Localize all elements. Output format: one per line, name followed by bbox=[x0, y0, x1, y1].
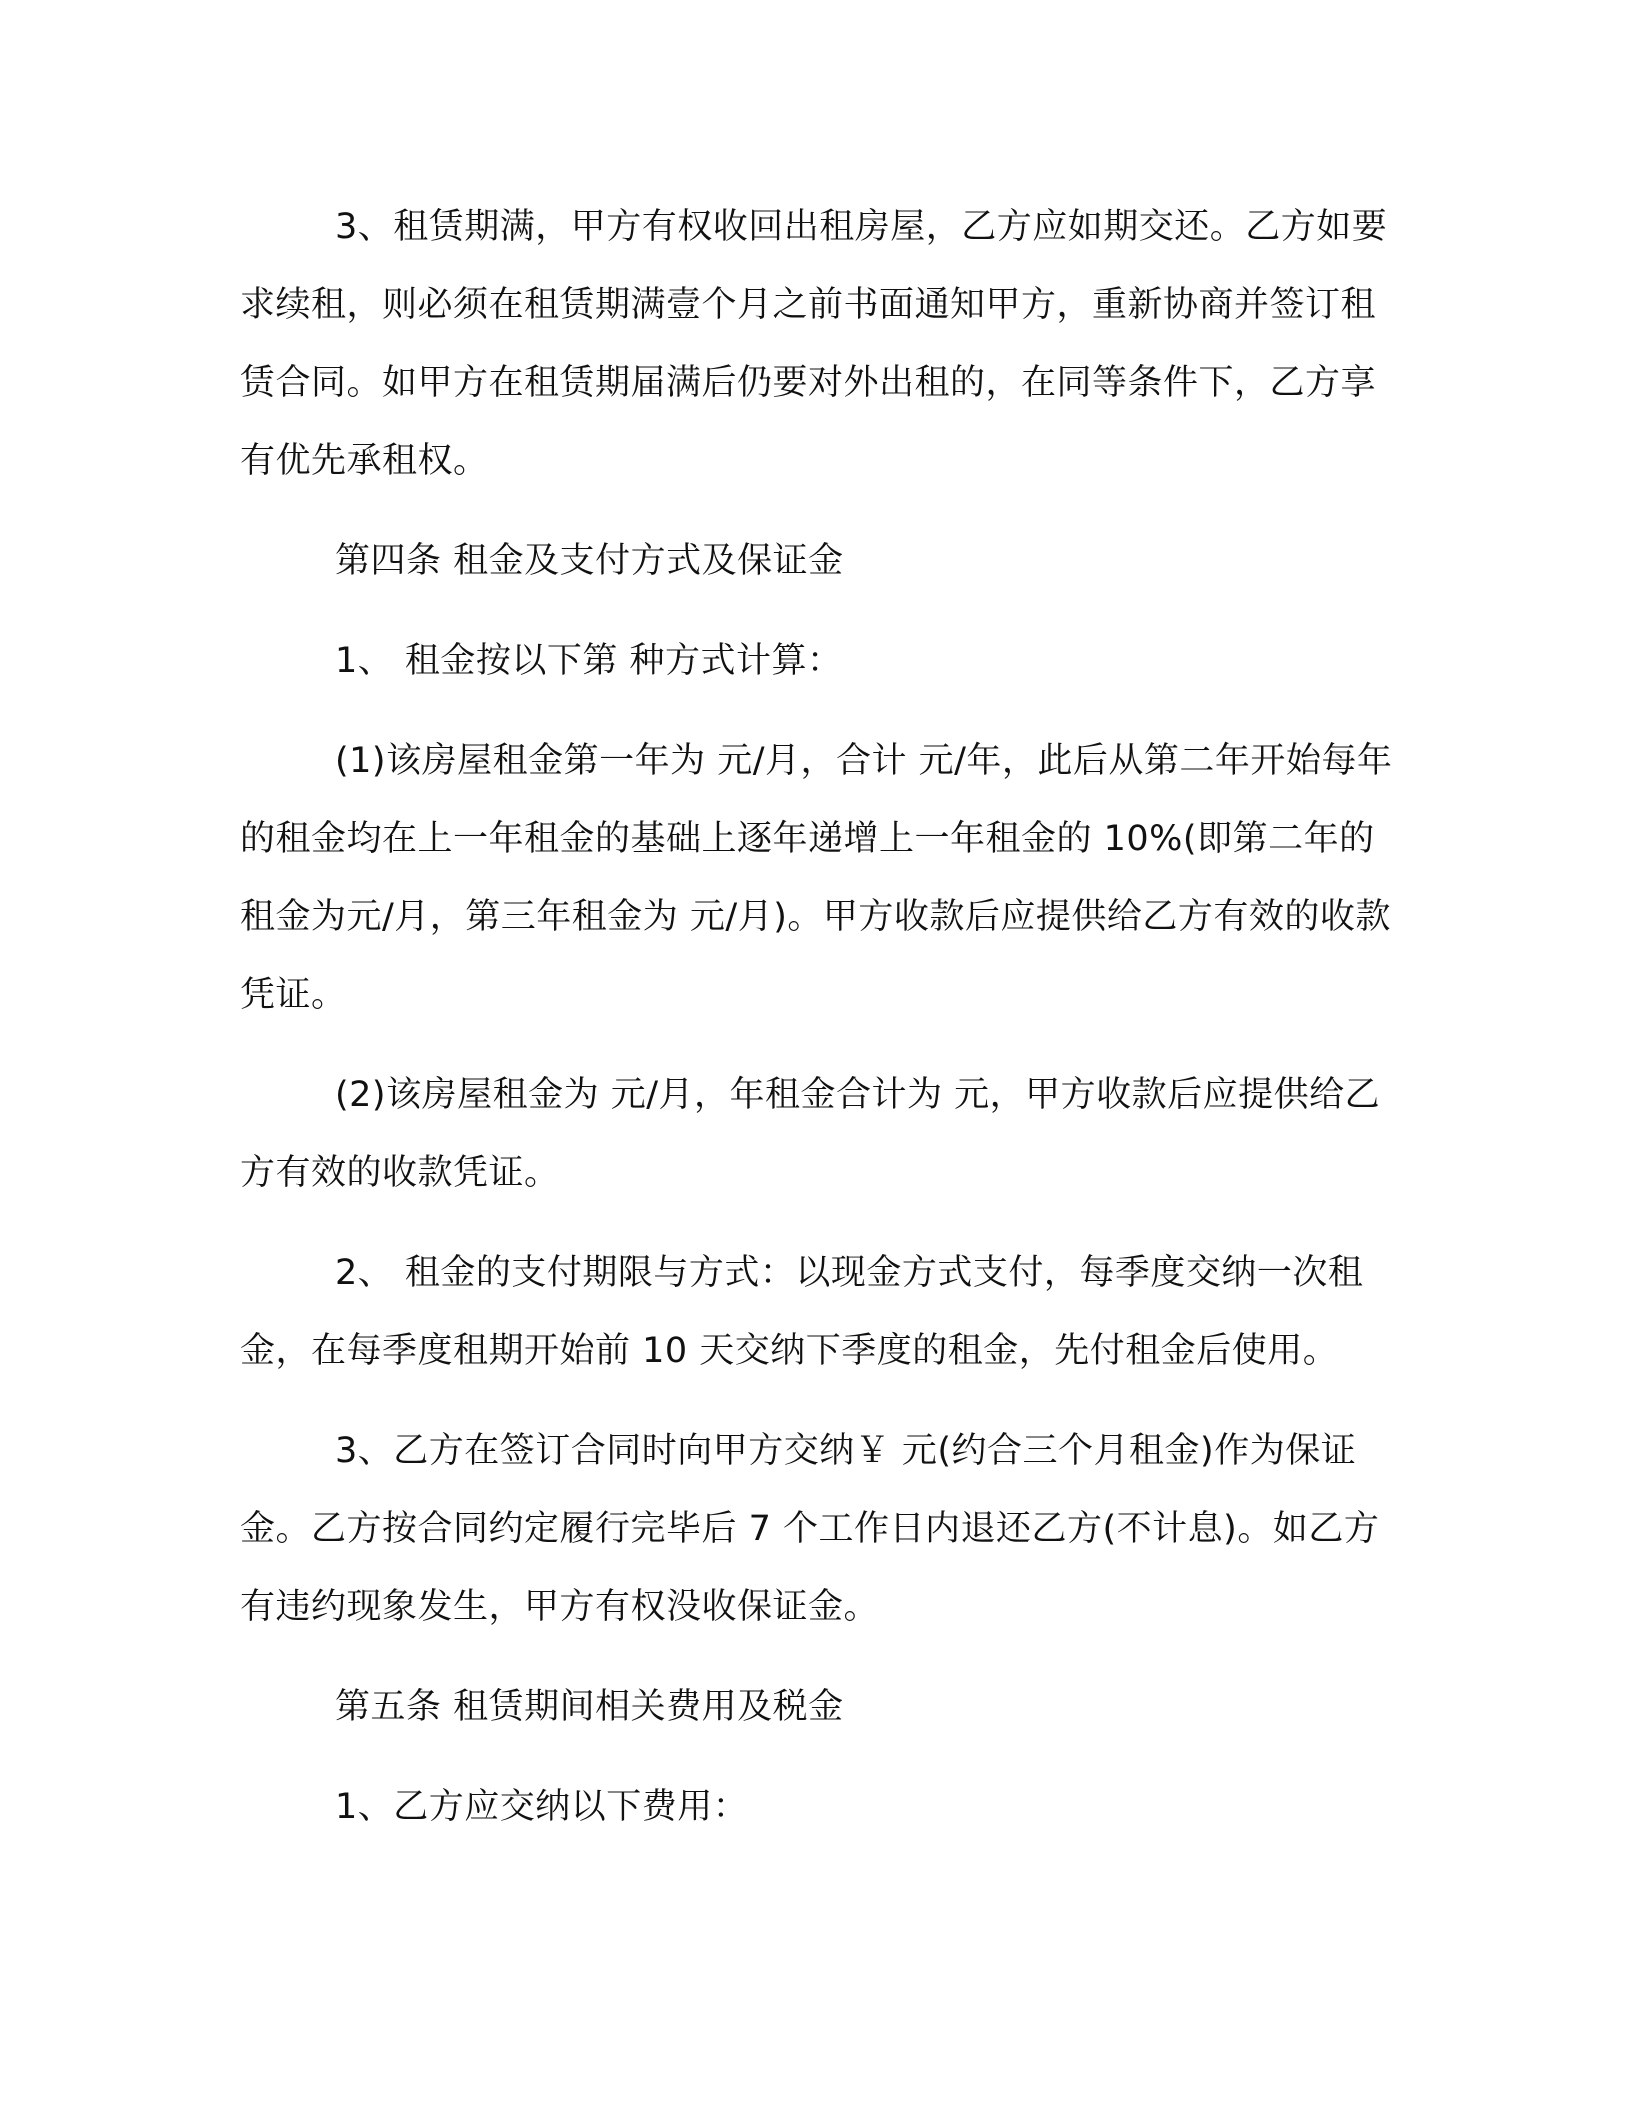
paragraph-rent-calculation: 1、 租金按以下第 种方式计算： bbox=[335, 641, 843, 681]
document-body bbox=[240, 188, 1410, 1868]
paragraph-payment-terms: 2、 租金的支付期限与方式：以现金方式支付，每季度交纳一次租金，在每季度租期开始前 10 天交纳下季度的租金，先付租金后使用。 bbox=[240, 1253, 1364, 1371]
paragraph-deposit: 3、乙方在签订合同时向甲方交纳￥ 元(约合三个月租金)作为保证金。乙方按合同约定履行完毕后 7 个工作日内退还乙方(不计息)。如乙方有违约现象发生，甲方有权没收保证金。 bbox=[240, 1431, 1380, 1627]
article-4-heading: 第四条 租金及支付方式及保证金 bbox=[335, 541, 844, 581]
paragraph-rent-option-1: (1)该房屋租金第一年为 元/月，合计 元/年，此后从第二年开始每年的租金均在上一年租金的基础上逐年递增上一年租金的 10%(即第二年的租金为元/月，第三年租金为 元/月)。甲方收款后应提供给乙方有效的收款凭证。 bbox=[240, 741, 1393, 1015]
article-5-heading: 第五条 租赁期间相关费用及税金 bbox=[335, 1687, 844, 1727]
paragraph-lease-expiry: 3、租赁期满，甲方有权收回出租房屋，乙方应如期交还。乙方如要求续租，则必须在租赁期满壹个月之前书面通知甲方，重新协商并签订租赁合同。如甲方在租赁期届满后仍要对外出租的，在同等条件下，乙方享有优先承租权。 bbox=[240, 207, 1388, 481]
paragraph-fees-intro: 1、乙方应交纳以下费用： bbox=[335, 1787, 749, 1827]
paragraph-rent-option-2: (2)该房屋租金为 元/月，年租金合计为 元，甲方收款后应提供给乙方有效的收款凭证。 bbox=[240, 1075, 1381, 1193]
